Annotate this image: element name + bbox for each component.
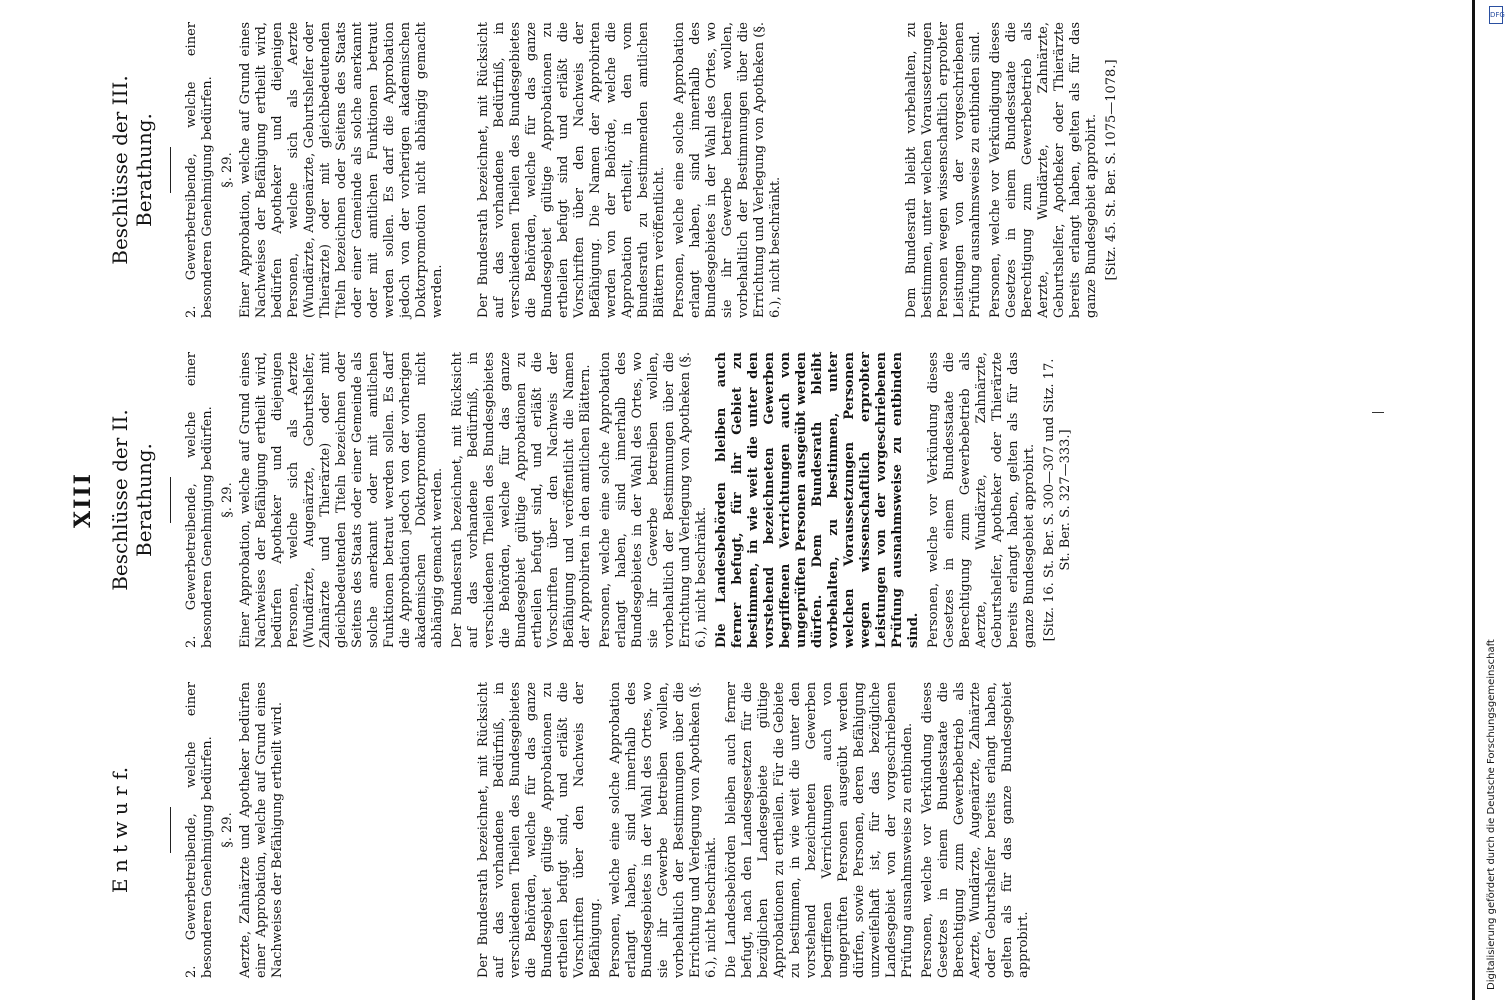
column-heading-third-reading: Beschlüsse der III. Berathung.	[108, 75, 156, 265]
column-entwurf	[184, 682, 1036, 978]
paragraph: Personen, welche vor Verkündung dieses Gesetzes in einem Bundesstaate die Berechtigung zum Gewerbebetrieb als Aerzte, Wundärzte, Augenärzte, Zahnärzte oder Geburtshelfer bereits erlangt haben, gelten als für das ganze Bundesgebiet approbirt.	[920, 682, 1031, 978]
paragraph: Die Landesbehörden bleiben auch ferner befugt, nach den Landesgesetzen für die bezüglichen Landesgebiete gültige Approbationen zu ertheilen. Für die Gebiete zu bestimmen, in wie weit die unter den vorstehend bezeichneten Gewerben begriffenen Verrichtungen auch von ungeprüften Personen ausgeübt werden dürfen, sowie Personen, deren Befähigung unzweifelhaft ist, für das bezügliche Landesgebiet von der vorgeschriebenen Prüfung ausnahmsweise zu entbinden.	[724, 682, 915, 978]
paragraph: Dem Bundesrath bleibt vorbehalten, zu bestimmen, unter welchen Voraussetzungen Personen wegen wissenschaftlich erprobter Leistungen von der vorgeschriebenen Prüfung ausnahmsweise zu entbinden sind.	[904, 22, 983, 318]
column-rule	[170, 147, 171, 193]
paragraph: Der Bundesrath bezeichnet, mit Rücksicht auf das vorhandene Bedürfniß, in verschiedenen Theilen des Bundesgebietes die Behörden, welche für das ganze Bundesgebiet gültige Approbationen zu ertheilen befugt sind, und erläßt die Vorschriften über den Nachweis der Befähigung und veröffentlicht die Namen der Approbirten in den amtlichen Blättern.	[450, 352, 593, 648]
paragraph: Einer Approbation, welche auf Grund eines Nachweises der Befähigung ertheilt wird, bedürfen Apotheker und diejenigen Personen, welche sich als Aerzte (Wundärzte, Augenärzte, Geburtshelfer, Zahnärzte und Thierärzte) oder mit gleichbedeutenden Titeln bezeichnen oder Seitens des Staats oder einer Gemeinde als solche anerkannt oder mit amtlichen Funktionen betraut werden sollen. Es darf die Approbation jedoch von der vorherigen akademischen Doktorpromotion nicht abhängig gemacht werden.	[238, 352, 445, 648]
paragraph-number: §. 29.	[220, 152, 235, 188]
column-heading-entwurf: E n t w u r f.	[108, 766, 132, 894]
paragraph: Personen, welche vor Verkündigung dieses Gesetzes in einem Bundesstaate die Berechtigung zum Gewerbebetrieb als Aerzte, Wundärzte, Zahnärzte, Geburtshelfer, Apotheker oder Thierärzte bereits erlangt haben, gelten als für das ganze Bundesgebiet approbirt.	[988, 22, 1099, 318]
column-heading-second-reading: Beschlüsse der II. Berathung.	[108, 409, 156, 591]
paragraph: Personen, welche eine solche Approbation erlangt haben, sind innerhalb des Bundesgebietes in der Wahl des Ortes, wo sie ihr Gewerbe betreiben wollen, vorbehaltlich der Bestimmungen über die Errichtung und Verlegung von Apotheken (§. 6.), nicht beschränkt.	[672, 22, 783, 318]
section-heading: 2. Gewerbetreibende, welche einer besonderen Genehmigung bedürfen.	[184, 352, 215, 648]
citation: [Sitz. 45. St. Ber. S. 1075—1078.]	[1104, 59, 1119, 281]
column-rule	[170, 477, 171, 523]
paragraph: Personen, welche eine solche Approbation erlangt haben, sind innerhalb des Bundesgebietes in der Wahl des Ortes, wo sie ihr Gewerbe betreiben wollen, vorbehaltlich der Bestimmungen über die Errichtung und Verlegung von Apotheken (§. 6.), nicht beschränkt.	[598, 352, 709, 648]
paragraph: Der Bundesrath bezeichnet, mit Rücksicht auf das vorhandene Bedürfniß, in verschiedenen Theilen des Bundesgebietes die Behörden, welche für das ganze Bundesgebiet gültige Approbationen zu ertheilen befugt sind und erläßt die Vorschriften über den Nachweis der Befähigung. Die Namen der Approbirten werden von der Behörde, welche die Approbation ertheilt, in den vom Bundesrath zu bestimmenden amtlichen Blättern veröffentlicht.	[476, 22, 667, 318]
paragraph: Aerzte, Zahnärzte und Apotheker bedürfen einer Approbation, welche auf Grund eines Nachweises der Befähigung ertheilt wird.	[238, 682, 285, 978]
citation: [Sitz. 16. St. Ber. S. 300—307 und Sitz. 17. St. Ber. S. 327—333.]	[1042, 358, 1073, 642]
column-third-reading	[184, 22, 1122, 318]
paragraph-number: §. 29.	[220, 812, 235, 848]
dfg-logo: DFG	[1489, 6, 1503, 24]
funding-note-text: Digitalisierung gefördert durch die Deutsche Forschungsgemeinschaft	[1486, 639, 1497, 990]
column-second-reading	[184, 352, 1076, 648]
page-number: XIII	[70, 472, 96, 528]
section-heading: 2. Gewerbetreibende, welche einer besonderen Genehmigung bedürfen.	[184, 682, 215, 978]
column-rule	[170, 807, 171, 853]
paragraph-number: §. 29.	[220, 482, 235, 518]
paragraph: Personen, welche vor Verkündung dieses Gesetzes in einem Bundesstaate die Berechtigung zum Gewerbebetrieb als Aerzte, Wundärzte, Zahnärzte, Geburtshelfer, Apotheker oder Thierärzte bereits erlangt haben, gelten als für das ganze Bundesgebiet approbirt.	[926, 352, 1037, 648]
binding-edge	[1472, 0, 1475, 1000]
paragraph-bold: Die Landesbehörden bleiben auch ferner befugt, für ihr Gebiet zu bestimmen, in wie weit die unter den vorstehend bezeichneten Gewerben begriffenen Verrichtungen auch von ungeprüften Personen ausgeübt werden dürfen. Dem Bundesrath bleibt vorbehalten, zu bestimmen, unter welchen Voraussetzungen Personen wegen wissenschaftlich erprobter Leistungen von der vorgeschriebenen Prüfung ausnahmsweise zu entbinden sind.	[714, 352, 921, 648]
funding-note	[1486, 0, 1502, 1000]
section-heading: 2. Gewerbetreibende, welche einer besonderen Genehmigung bedürfen.	[184, 22, 215, 318]
stray-mark	[1372, 412, 1384, 413]
paragraph: Einer Approbation, welche auf Grund eines Nachweises der Befähigung ertheilt wird, bedürfen Apotheker und diejenigen Personen, welche sich als Aerzte (Wundärzte, Augenärzte, Geburtshelfer oder Thierärzte) oder mit gleichbedeutenden Titeln bezeichnen oder Seitens des Staats oder einer Gemeinde als solche anerkannt oder mit amtlichen Funktionen betraut werden sollen. Es darf die Approbation jedoch von der vorherigen akademischen Doktorpromotion nicht abhängig gemacht werden.	[238, 22, 445, 318]
paragraph: Personen, welche eine solche Approbation erlangt haben, sind innerhalb des Bundesgebietes in der Wahl des Ortes, wo sie ihr Gewerbe betreiben wollen, vorbehaltlich der Bestimmungen über die Errichtung und Verlegung von Apotheken (§. 6.), nicht beschränkt.	[608, 682, 719, 978]
paragraph: Der Bundesrath bezeichnet, mit Rücksicht auf das vorhandene Bedürfniß, in verschiedenen Theilen des Bundesgebietes die Behörden, welche für das ganze Bundesgebiet gültige Approbationen zu ertheilen befugt sind, und erläßt die Vorschriften über den Nachweis der Befähigung.	[476, 682, 603, 978]
